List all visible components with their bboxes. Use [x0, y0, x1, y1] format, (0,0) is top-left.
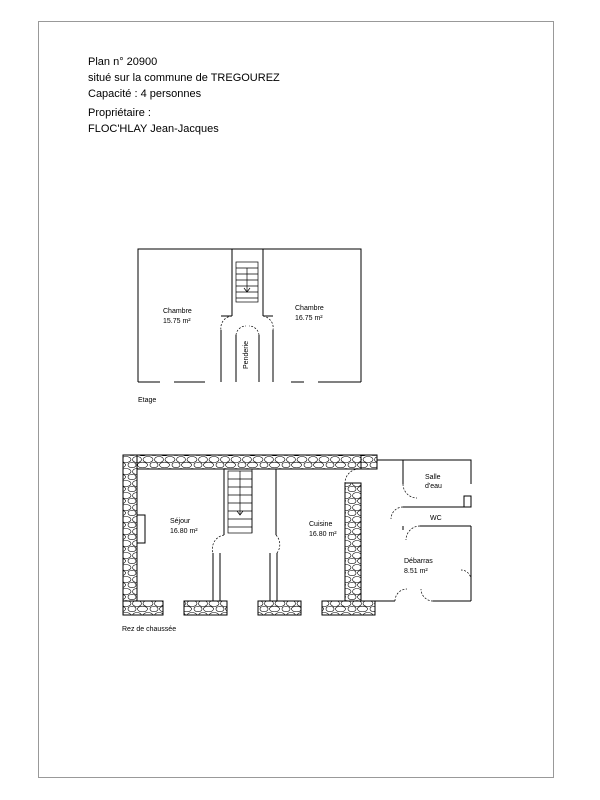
plan-number: Plan n° 20900: [88, 56, 158, 68]
room-label-chambre-right: Chambre: [295, 305, 324, 312]
room-area-chambre-right: 16.75 m²: [295, 315, 323, 322]
room-area-cuisine: 16.80 m²: [309, 531, 337, 538]
room-area-sejour: 16.80 m²: [170, 528, 198, 535]
room-label-chambre-left: Chambre: [163, 308, 192, 315]
ground-floor-plan: [123, 455, 471, 615]
plan-capacity: Capacité : 4 personnes: [88, 88, 202, 100]
room-label-wc: WC: [430, 515, 442, 522]
upper-staircase: [236, 262, 258, 302]
room-area-debarras: 8.51 m²: [404, 568, 428, 575]
plan-commune: situé sur la commune de TREGOUREZ: [88, 72, 280, 84]
room-area-chambre-left: 15.75 m²: [163, 318, 191, 325]
room-label-sejour: Séjour: [170, 518, 191, 525]
ground-floor-caption: Rez de chaussée: [122, 626, 177, 633]
room-label-cuisine: Cuisine: [309, 521, 333, 528]
ground-staircase: [228, 469, 252, 533]
room-label-salle-eau: Salle: [425, 474, 441, 481]
upper-floor-caption: Etage: [138, 397, 157, 404]
owner-name: FLOC'HLAY Jean-Jacques: [88, 123, 219, 135]
owner-label: Propriétaire :: [88, 107, 151, 119]
room-label-penderie: Penderie: [243, 340, 250, 369]
room-label-debarras: Débarras: [404, 558, 433, 565]
room-label-salle-eau-line2: d'eau: [425, 483, 442, 490]
